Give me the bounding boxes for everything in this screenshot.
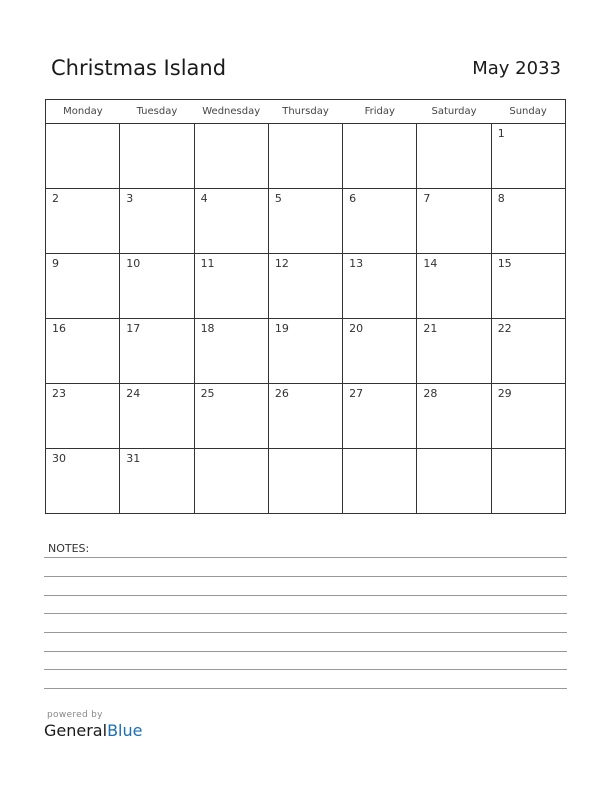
day-cell [268, 319, 342, 384]
day-number: 28 [423, 387, 438, 400]
brand-blue: Blue [107, 721, 143, 740]
day-cell [194, 124, 268, 189]
week-row [46, 189, 566, 254]
day-cell [268, 384, 342, 449]
day-cell [194, 254, 268, 319]
day-number: 25 [200, 387, 215, 400]
day-number: 8 [497, 192, 505, 205]
day-number: 19 [274, 322, 289, 335]
day-cell [46, 319, 120, 384]
notes-line [44, 557, 567, 558]
day-cell [491, 254, 565, 319]
day-number: 20 [349, 322, 364, 335]
day-number: 9 [52, 257, 59, 270]
brand-logo[interactable] [44, 721, 142, 740]
day-cell [491, 449, 565, 514]
weekday-header: Saturday [417, 100, 491, 124]
day-cell [194, 384, 268, 449]
week-row [46, 384, 566, 449]
day-number: 31 [126, 452, 141, 465]
day-cell [343, 449, 417, 514]
day-cell [343, 189, 417, 254]
day-cell [343, 254, 417, 319]
day-number [417, 449, 490, 452]
day-number: 12 [274, 257, 289, 270]
day-cell [268, 124, 342, 189]
day-number: 14 [423, 257, 438, 270]
day-number: 23 [52, 387, 66, 400]
weekday-header: Friday [343, 100, 417, 124]
day-cell [417, 124, 491, 189]
day-number: 22 [497, 322, 512, 335]
day-cell [46, 124, 120, 189]
day-cell [417, 189, 491, 254]
day-cell [120, 189, 194, 254]
notes-line [44, 576, 567, 577]
day-number: 7 [423, 192, 431, 205]
day-cell [491, 124, 565, 189]
notes-line [44, 613, 567, 614]
day-number: 16 [52, 322, 66, 335]
notes-line [44, 632, 567, 633]
day-number: 6 [349, 192, 357, 205]
day-cell [120, 124, 194, 189]
day-number [417, 124, 490, 127]
day-cell [268, 254, 342, 319]
week-row [46, 124, 566, 189]
day-cell [417, 449, 491, 514]
day-cell [120, 384, 194, 449]
day-cell [46, 254, 120, 319]
powered-by-text: powered by [47, 710, 103, 720]
notes-line [44, 688, 567, 689]
weekday-header: Wednesday [194, 100, 268, 124]
weekday-header: Tuesday [120, 100, 194, 124]
day-cell [46, 449, 120, 514]
day-cell [343, 384, 417, 449]
weekday-header: Sunday [491, 100, 565, 124]
day-number: 3 [126, 192, 134, 205]
calendar-month: May 2033 [472, 58, 561, 79]
day-cell [417, 384, 491, 449]
notes-line [44, 651, 567, 652]
day-number: 11 [200, 257, 215, 270]
day-number: 1 [497, 127, 505, 140]
day-number: 29 [497, 387, 512, 400]
day-cell [194, 319, 268, 384]
day-number: 10 [126, 257, 141, 270]
weekday-header-row [46, 100, 566, 124]
brand-general: General [44, 721, 108, 740]
day-cell [268, 189, 342, 254]
day-number: 17 [126, 322, 141, 335]
day-number [120, 124, 193, 127]
day-number: 27 [349, 387, 364, 400]
day-number: 13 [349, 257, 364, 270]
calendar-grid [45, 99, 566, 514]
day-number: 15 [497, 257, 512, 270]
day-number [46, 124, 119, 127]
day-cell [120, 254, 194, 319]
day-number: 30 [52, 452, 66, 465]
day-cell [343, 319, 417, 384]
day-cell [268, 449, 342, 514]
day-cell [120, 319, 194, 384]
day-number: 2 [52, 192, 59, 205]
day-cell [120, 449, 194, 514]
day-number: 4 [200, 192, 208, 205]
day-number: 5 [274, 192, 282, 205]
day-number [492, 449, 565, 452]
weekday-header: Monday [46, 100, 120, 124]
day-number: 21 [423, 322, 438, 335]
week-row [46, 254, 566, 319]
day-number: 24 [126, 387, 141, 400]
day-number [343, 449, 416, 452]
notes-line [44, 595, 567, 596]
week-row [46, 449, 566, 514]
day-cell [46, 189, 120, 254]
notes-line [44, 669, 567, 670]
day-cell [417, 254, 491, 319]
week-row [46, 319, 566, 384]
day-cell [491, 384, 565, 449]
day-cell [194, 189, 268, 254]
day-cell [46, 384, 120, 449]
day-number [269, 449, 342, 452]
weekday-header: Thursday [268, 100, 342, 124]
day-cell [491, 189, 565, 254]
day-number: 18 [200, 322, 215, 335]
day-number [343, 124, 416, 127]
calendar-title: Christmas Island [51, 56, 227, 80]
day-number [269, 124, 342, 127]
day-cell [491, 319, 565, 384]
notes-label: NOTES: [48, 542, 90, 555]
day-cell [417, 319, 491, 384]
day-number [195, 449, 268, 452]
day-cell [343, 124, 417, 189]
day-number [195, 124, 268, 127]
day-number: 26 [274, 387, 289, 400]
day-cell [194, 449, 268, 514]
